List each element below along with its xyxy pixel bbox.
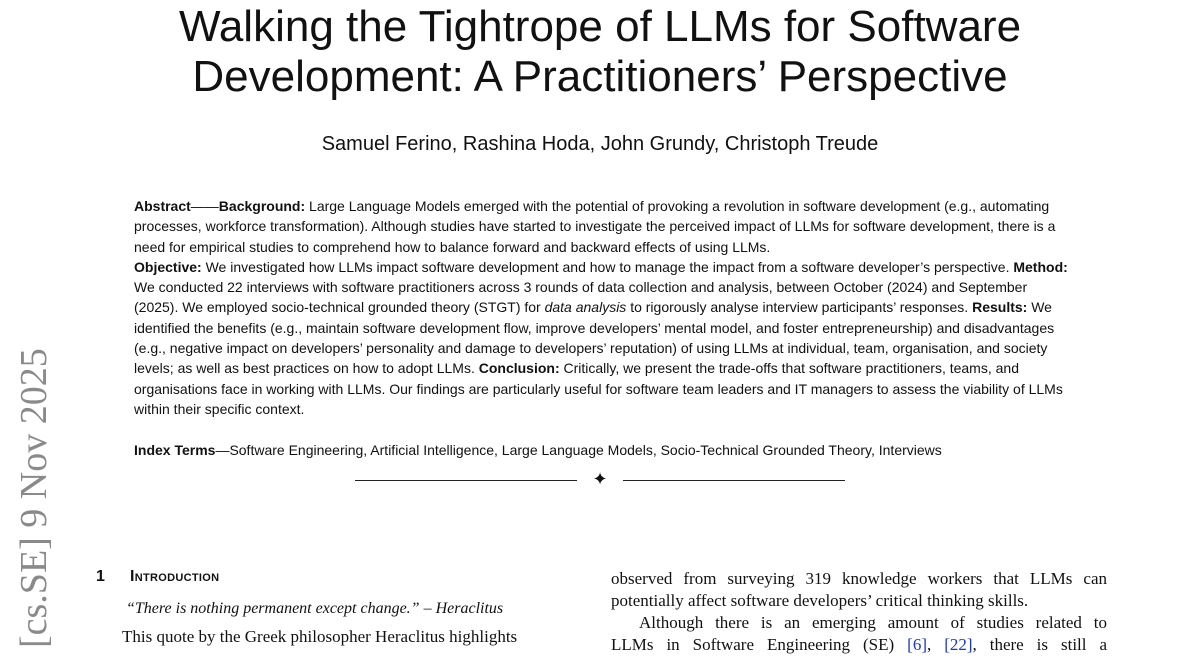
section-title: Introduction — [130, 568, 220, 585]
method-text-2: to rigorously analyse interview participants’ responses. — [626, 299, 969, 316]
abstract — [134, 196, 1074, 419]
section-heading — [96, 568, 219, 586]
author-list: Samuel Ferino, Rashina Hoda, John Grundy, Christoph Treude — [321, 133, 879, 155]
conclusion-label: Conclusion: — [478, 360, 560, 377]
divider-right — [623, 480, 845, 481]
background-text: Large Language Models emerged with the potential of provoking a revolution in software development (e.g., automating processes, workforce transformation). Although studies have started to investigate the perceived impact of LLMs for software development, there is a need for empirical studies to comprehend how to balance forward and backward effects of using LLMs. — [134, 198, 1056, 255]
col2-line-1: observed from surveying 319 knowledge workers that LLMs can — [611, 569, 1107, 588]
index-terms — [134, 441, 1074, 459]
objective-text: We investigated how LLMs impact software development and how to manage the impact from a software developer’s perspective. — [201, 258, 1010, 275]
col2-line-4-a: LLMs in Software Engineering (SE) — [611, 635, 908, 654]
results-label: Results: — [972, 299, 1028, 316]
method-text-1: We conducted 22 interviews with software practitioners across 3 rounds of data collection and analysis, between October (2024) and September (2025). We employed socio-technical grounded theory (STGT) for — [134, 279, 1028, 316]
objective-label: Objective: — [134, 258, 202, 275]
index-terms-text: —Software Engineering, Artificial Intelligence, Large Language Models, Socio-Technical Grounded Theory, Interviews — [215, 442, 942, 458]
background-label: Background: — [218, 198, 306, 214]
epigraph-quote: “There is nothing permanent except change.” – Heraclitus — [126, 600, 504, 617]
citation-link-22[interactable]: [22] — [944, 635, 973, 654]
section-number: 1 — [96, 568, 105, 585]
conclusion-text: Critically, we present the trade-offs that software practitioners, teams, and organisations face in working with LLMs. Our findings are particularly useful for software team leaders and IT managers to assess the viability of LLMs within their specific context. — [134, 360, 1063, 417]
results-text: We identified the benefits (e.g., maintain software development flow, improve developers’ mental model, and foster entrepreneurship) and disadvantages (e.g., negative impact on developers’ personality and damage to developers’ reputation) of using LLMs at individual, team, organisation, and society levels; as well as best practices on how to adopt LLMs. — [134, 299, 1055, 377]
title-line-1: Walking the Tightrope of LLMs for Software — [178, 2, 1022, 51]
method-label: Method: — [1013, 258, 1068, 275]
index-terms-label: Index Terms — [134, 442, 216, 458]
method-italic: data analysis — [544, 299, 627, 316]
citation-link-6[interactable]: [6] — [907, 635, 927, 654]
col2-line-3: Although there is an emerging amount of studies related to — [639, 613, 1107, 632]
abstract-label: Abstract — [134, 198, 191, 214]
col2-line-4-sep: , — [926, 635, 945, 654]
right-column — [611, 568, 1107, 656]
title-line-2: Development: A Practitioners’ Perspective — [192, 52, 1008, 101]
divider-left — [355, 480, 577, 481]
col2-line-4-b: , there is still a — [972, 635, 1107, 654]
divider-star-icon: ✦ — [592, 469, 608, 490]
arxiv-stamp — [4, 340, 64, 648]
col2-line-4 — [611, 634, 1107, 656]
paper-title — [0, 2, 1200, 102]
arxiv-stamp-text: [cs.SE] 9 Nov 2025 — [13, 348, 55, 648]
col2-line-2: potentially affect software developers’ critical thinking skills. — [611, 591, 1029, 610]
intro-paragraph: This quote by the Greek philosopher Heraclitus highlights — [122, 627, 518, 646]
abstract-dash: — — [190, 198, 205, 214]
abstract-dash-2: — — [204, 198, 219, 214]
